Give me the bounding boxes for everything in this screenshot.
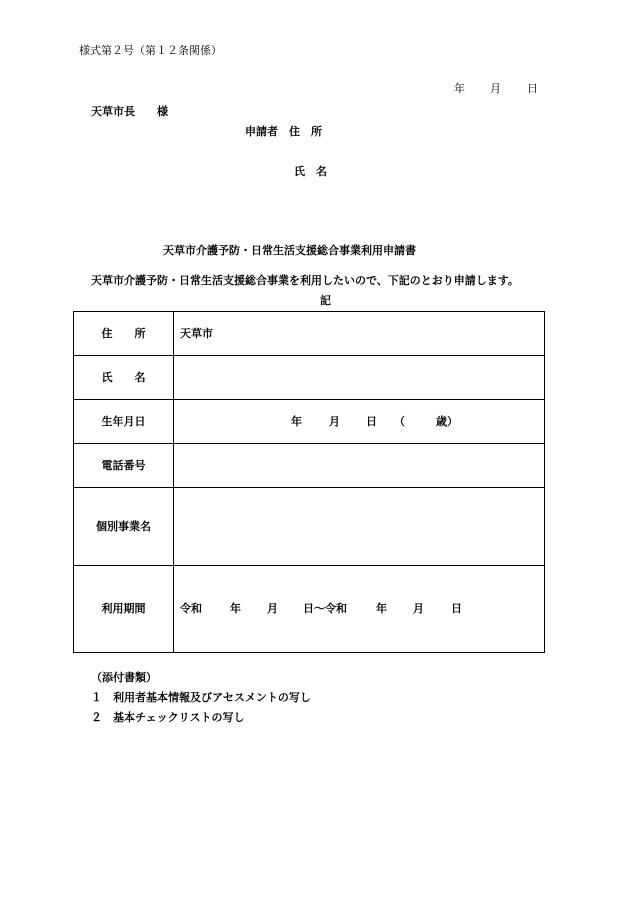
service-label: 個別事業名 — [74, 488, 174, 566]
date-day-label: 日 — [527, 82, 538, 95]
addressee: 天草市長 様 — [91, 105, 168, 118]
table-row-period — [74, 566, 545, 653]
dob-month-label: 月 — [329, 414, 340, 428]
period-year-end: 年 — [376, 602, 387, 615]
applicant-address-label: 申請者 住 所 — [245, 125, 322, 138]
attachments-heading: （添付書類） — [91, 671, 157, 684]
dob-year-label: 年 — [291, 414, 302, 428]
form-number: 様式第２号（第１２条関係） — [79, 44, 222, 57]
period-label: 利用期間 — [74, 566, 174, 653]
table-row-name — [74, 356, 545, 400]
period-month-end: 月 — [413, 602, 424, 615]
date-month-label: 月 — [490, 82, 501, 95]
period-day-start-era-end: 日～令和 — [303, 602, 347, 615]
address-label: 住 所 — [74, 312, 174, 356]
applicant-name-label: 氏 名 — [294, 165, 327, 178]
document-title: 天草市介護予防・日常生活支援総合事業利用申請書 — [163, 244, 416, 257]
application-table — [73, 311, 545, 653]
period-field[interactable] — [174, 566, 545, 653]
age-open: （ — [394, 414, 405, 428]
name-label: 氏 名 — [74, 356, 174, 400]
period-era-start: 令和 — [180, 602, 202, 615]
attachment-item: ２ 基本チェックリストの写し — [91, 711, 245, 724]
phone-field[interactable] — [174, 444, 545, 488]
phone-label: 電話番号 — [74, 444, 174, 488]
period-day-end: 日 — [451, 602, 462, 615]
address-field[interactable]: 天草市 — [174, 312, 545, 356]
dob-field[interactable] — [174, 400, 545, 444]
age-close: 歳） — [436, 414, 458, 428]
date-year-label: 年 — [454, 82, 465, 95]
table-row-phone — [74, 444, 545, 488]
submission-date — [452, 82, 552, 96]
period-month-start: 月 — [267, 602, 278, 615]
service-field[interactable] — [174, 488, 545, 566]
name-field[interactable] — [174, 356, 545, 400]
table-row-service — [74, 488, 545, 566]
dob-day-label: 日 — [366, 414, 377, 428]
dob-label: 生年月日 — [74, 400, 174, 444]
ki-mark: 記 — [320, 294, 331, 307]
period-year-start: 年 — [230, 602, 241, 615]
intro-statement: 天草市介護予防・日常生活支援総合事業を利用したいので、下記のとおり申請します。 — [91, 274, 519, 287]
attachment-item: １ 利用者基本情報及びアセスメントの写し — [91, 691, 311, 704]
table-row-dob — [74, 400, 545, 444]
table-row-address — [74, 312, 545, 356]
